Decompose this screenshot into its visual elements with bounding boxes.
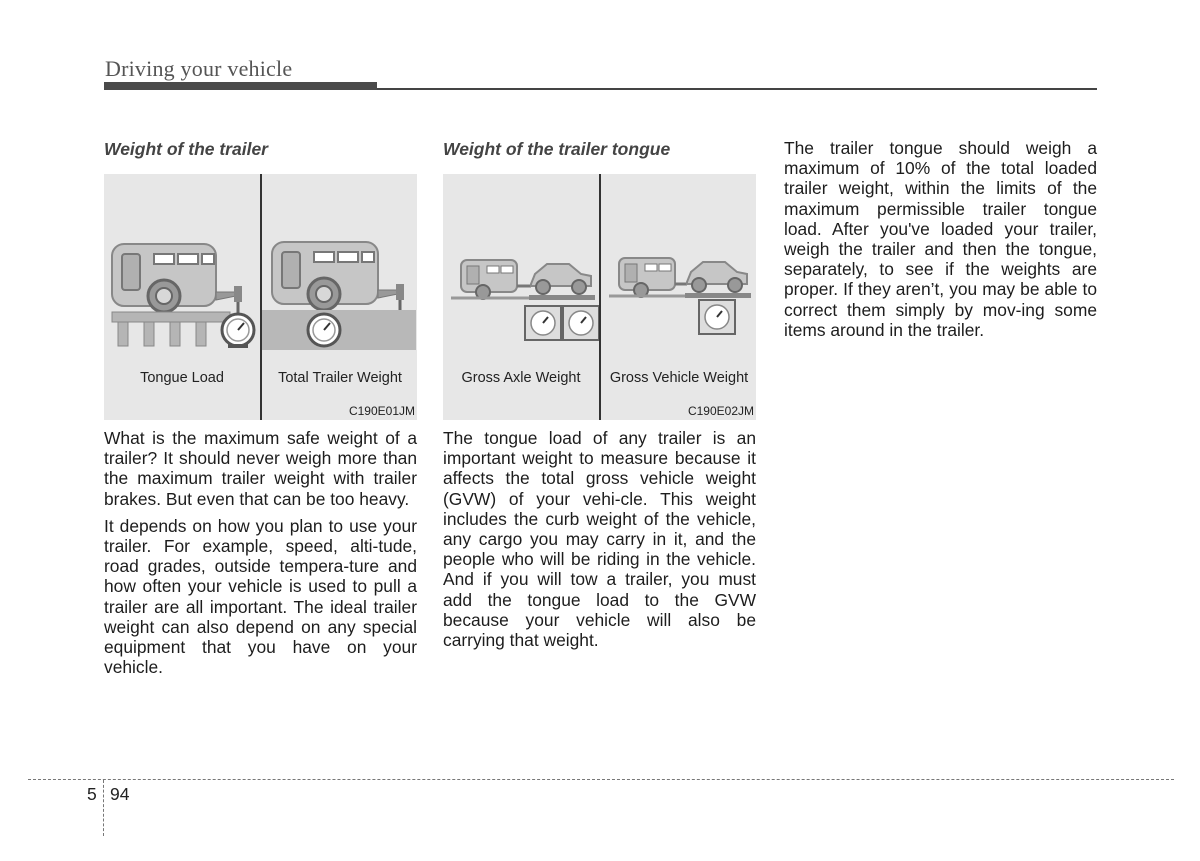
total-trailer-weight-illustration — [262, 174, 416, 364]
header-rule-accent — [104, 82, 377, 90]
caption-gross-axle-weight: Gross Axle Weight — [461, 370, 581, 386]
paragraph: What is the maximum safe weight of a trailer? It should never weigh more than the maximum trailer weight with trailer brakes. But even that can be too heavy. — [104, 428, 417, 509]
gross-axle-weight-illustration — [443, 174, 599, 364]
paragraph: It depends on how you plan to use your trailer. For example, speed, alti-tude, road grades, outside tempera-ture and how often your vehicle is used to pull a trailer are all important. The ideal trailer weight can also depend on any special equipment that you have on your vehicle. — [104, 515, 417, 678]
figure-code: C190E02JM — [687, 404, 754, 418]
caption-tongue-load: Tongue Load — [140, 370, 224, 386]
column-right — [784, 138, 1097, 340]
tongue-load-illustration — [104, 174, 260, 364]
gross-vehicle-weight-illustration — [601, 174, 755, 364]
figure-trailer-weight — [104, 174, 417, 420]
paragraph: The trailer tongue should weigh a maximum of 10% of the total loaded trailer weight, within the limits of the maximum permissible trailer tongue load. After you've loaded your trailer, weigh the trailer and then the tongue, separately, to see if the weights are proper. If they aren’t, you may be able to correct them simply by mov-ing some items around in the trailer. — [784, 138, 1097, 340]
footer-divider — [103, 780, 104, 836]
section-title: Driving your vehicle — [105, 56, 293, 81]
subheading-trailer-weight: Weight of the trailer — [104, 139, 268, 159]
paragraph: The tongue load of any trailer is an important weight to measure because it affects the total gross vehicle weight (GVW) of your vehi-cle. This weight includes the curb weight of the vehicle, any cargo you may carry in it, and the people who will be riding in the vehicle. And if you will tow a trailer, you must add the tongue load to the GVW because your vehicle will also be carrying that weight. — [443, 428, 756, 651]
column-left — [104, 138, 417, 677]
chapter-number: 5 — [87, 784, 97, 804]
footer-rule — [28, 779, 1174, 780]
caption-total-trailer-weight: Total Trailer Weight — [278, 370, 402, 386]
figure-code: C190E01JM — [348, 404, 415, 418]
column-middle — [443, 138, 756, 650]
caption-gross-vehicle-weight: Gross Vehicle Weight — [609, 370, 749, 386]
subheading-tongue-weight: Weight of the trailer tongue — [443, 139, 671, 159]
page-number: 94 — [110, 784, 130, 804]
figure-tongue-weight — [443, 174, 756, 420]
